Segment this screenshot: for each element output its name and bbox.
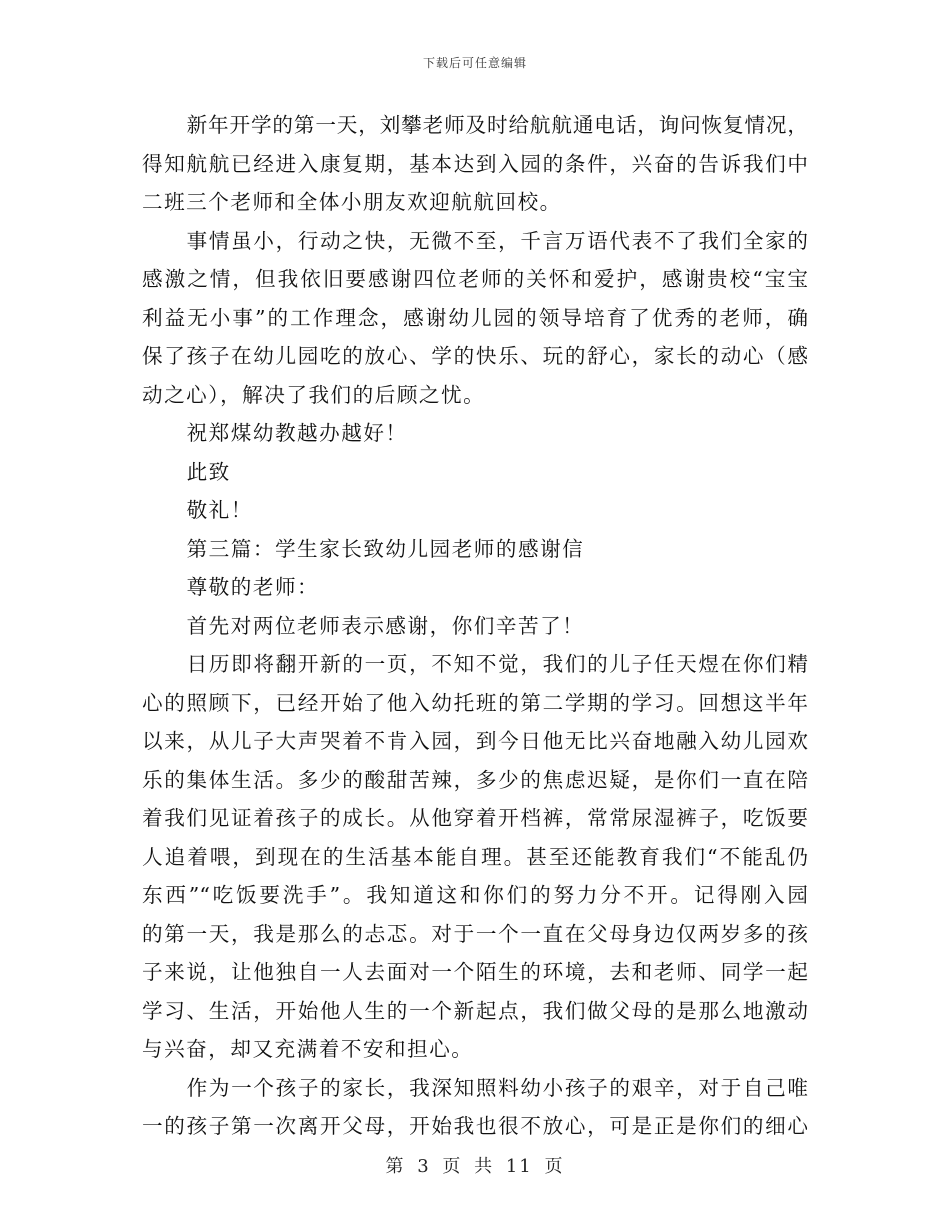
text-line: 第三篇：学生家长致幼儿园老师的感谢信 xyxy=(186,536,585,561)
text-line: 此致 xyxy=(186,459,231,484)
text-line: 与兴奋，却又充满着不安和担心。 xyxy=(142,1037,474,1061)
text-line: 一的孩子第一次离开父母，开始我也很不放心，可是正是你们的细心 xyxy=(142,1114,808,1138)
text-line: 东西”“吃饭要洗手”。我知道这和你们的努力分不开。记得刚入园 xyxy=(142,883,808,907)
page-footer: 第 3 页 共 11 页 xyxy=(385,1156,565,1177)
text-line: 感激之情，但我依旧要感谢四位老师的关怀和爱护，感谢贵校“宝宝 xyxy=(142,267,808,291)
text-line: 事情虽小，行动之快，无微不至，千言万语代表不了我们全家的 xyxy=(186,228,808,253)
text-line: 人追着喂，到现在的生活基本能自理。甚至还能教育我们“不能乱仍 xyxy=(142,844,808,869)
text-line: 尊敬的老师： xyxy=(186,575,320,599)
text-line: 首先对两位老师表示感谢，你们辛苦了！ xyxy=(186,613,585,638)
text-line: 日历即将翻开新的一页，不知不觉，我们的儿子任天煜在你们精 xyxy=(186,652,808,676)
page-header: 下载后可任意编辑 xyxy=(422,56,527,70)
text-line: 动之心），解决了我们的后顾之忧。 xyxy=(142,382,486,407)
text-line: 着我们见证着孩子的成长。从他穿着开档裤，常常尿湿裤子，吃饭要 xyxy=(142,806,808,830)
body-text xyxy=(142,106,808,1146)
text-line: 的第一天，我是那么的忐忑。对于一个一直在父母身边仅两岁多的孩 xyxy=(142,921,808,946)
text-line: 得知航航已经进入康复期，基本达到入园的条件，兴奋的告诉我们中 xyxy=(142,151,808,176)
text-line: 乐的集体生活。多少的酸甜苦辣，多少的焦虑迟疑，是你们一直在陪 xyxy=(142,767,808,792)
text-line: 保了孩子在幼儿园吃的放心、学的快乐、玩的舒心，家长的动心（感 xyxy=(142,344,808,368)
text-line: 新年开学的第一天，刘攀老师及时给航航通电话，询问恢复情况， xyxy=(186,113,808,137)
text-line: 作为一个孩子的家长，我深知照料幼小孩子的艰辛，对于自己唯 xyxy=(186,1075,808,1100)
text-line: 心的照顾下，已经开始了他入幼托班的第二学期的学习。回想这半年 xyxy=(142,690,808,715)
text-line: 学习、生活，开始他人生的一个新起点，我们做父母的是那么地激动 xyxy=(142,998,808,1023)
text-line: 祝郑煤幼教越办越好！ xyxy=(186,421,408,445)
text-line: 子来说，让他独自一人去面对一个陌生的环境，去和老师、同学一起 xyxy=(142,960,808,984)
text-line: 以来，从儿子大声哭着不肯入园，到今日他无比兴奋地融入幼儿园欢 xyxy=(142,729,808,753)
text-line: 敬礼！ xyxy=(186,498,253,522)
text-line: 二班三个老师和全体小朋友欢迎航航回校。 xyxy=(142,190,562,214)
text-line: 利益无小事”的工作理念，感谢幼儿园的领导培育了优秀的老师，确 xyxy=(142,305,808,330)
